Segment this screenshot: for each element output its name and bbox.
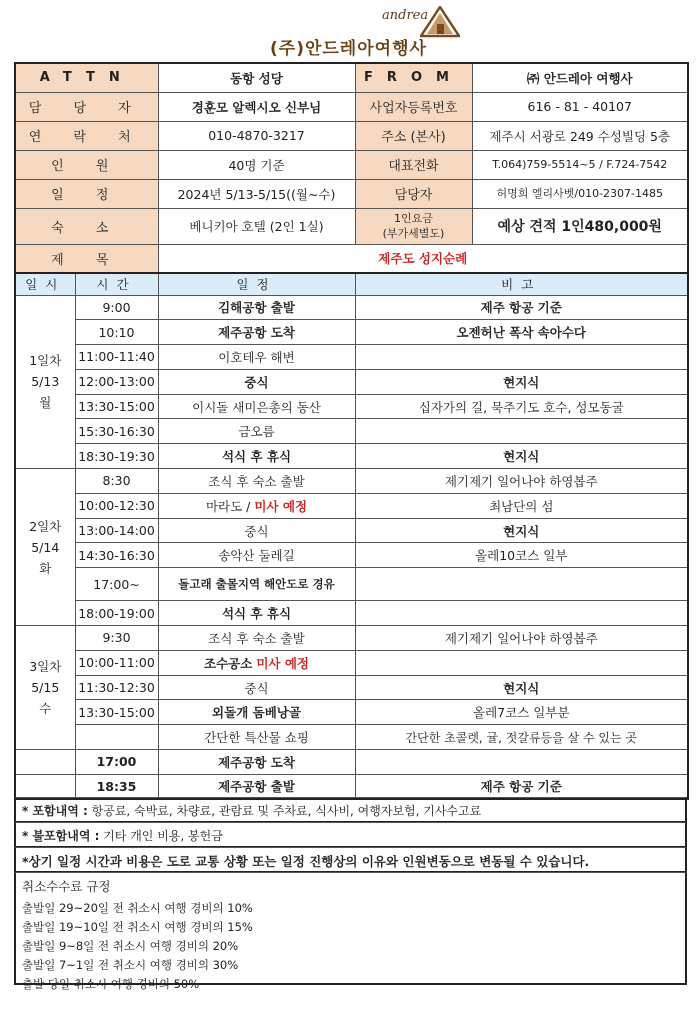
- day1-number: 1일차: [29, 353, 62, 369]
- table-row: [15, 650, 688, 675]
- time-cell: 17:00~: [75, 568, 158, 601]
- day3-weekday: 수: [39, 701, 52, 717]
- table-row: [15, 493, 688, 518]
- contact-label: 연 락 처: [15, 121, 158, 150]
- plan-cell: 간단한 특산물 쇼핑: [158, 725, 355, 750]
- note-cell: 제주 항공 기준: [355, 774, 688, 799]
- table-row: [15, 295, 688, 320]
- plan-cell: 석식 후 휴식: [158, 444, 355, 469]
- mass-scheduled-tag: 미사 예정: [254, 498, 308, 514]
- note-cell: 현지식: [355, 518, 688, 543]
- day3-date: 5/15: [31, 680, 60, 696]
- dates-label: 일 정: [15, 179, 158, 208]
- time-cell: 13:00-14:00: [75, 518, 158, 543]
- table-row: [15, 469, 688, 494]
- mass-scheduled-tag: 미사 예정: [256, 655, 309, 671]
- plan-cell: 중식: [158, 369, 355, 394]
- time-cell: 17:00: [75, 750, 158, 775]
- cancellation-rule: 출발일 7~1일 전 취소시 여행 경비의 30%: [22, 958, 239, 972]
- fee-label-line2: (부가세별도): [382, 227, 445, 240]
- time-cell: 15:30-16:30: [75, 419, 158, 444]
- note-cell: 십자가의 길, 묵주기도 호수, 성모동굴: [355, 394, 688, 419]
- plan-cell: 조식 후 숙소 출발: [158, 469, 355, 494]
- excluded-label: * 불포함내역 :: [22, 829, 100, 843]
- staff-value: 허명희 엘리사벳/010-2307-1485: [472, 179, 688, 208]
- plan-cell: 이호테우 해변: [158, 345, 355, 370]
- note-cell: 제기제기 일어나야 하영봅주: [355, 469, 688, 494]
- from-value: ㈜ 안드레아 여행사: [472, 63, 688, 92]
- company-logo: [270, 6, 510, 58]
- people-label: 인 원: [15, 150, 158, 179]
- fee-label: [355, 208, 472, 244]
- time-cell: 9:00: [75, 295, 158, 320]
- empty-day-cell: [15, 774, 75, 799]
- time-cell: 11:00-11:40: [75, 345, 158, 370]
- note-cell: 간단한 초콜렛, 귤, 젓갈류등을 살 수 있는 곳: [355, 725, 688, 750]
- time-cell: 9:30: [75, 626, 158, 651]
- col-note-header: 비고: [355, 273, 688, 295]
- note-cell: [355, 650, 688, 675]
- table-row: [15, 518, 688, 543]
- plan-cell: 조식 후 숙소 출발: [158, 626, 355, 651]
- table-row: [15, 601, 688, 626]
- plan-cell: 제주공항 출발: [158, 774, 355, 799]
- note-cell: 오젠허난 폭삭 속아수다: [355, 320, 688, 345]
- plan-cell: 금오름: [158, 419, 355, 444]
- fee-value: 예상 견적 1인480,000원: [472, 208, 688, 244]
- time-cell: 10:00-12:30: [75, 493, 158, 518]
- table-row: [15, 700, 688, 725]
- table-row: [15, 725, 688, 750]
- cancellation-title: 취소수수료 규정: [22, 879, 111, 894]
- plan-cell: 외돌개 돔베낭골: [158, 700, 355, 725]
- plan-text: 마라도 /: [205, 498, 251, 514]
- title-label: 제 목: [15, 244, 158, 273]
- table-row: [15, 774, 688, 799]
- day3-cell: [15, 626, 75, 750]
- note-cell: 올레10코스 일부: [355, 543, 688, 568]
- dates-value: 2024년 5/13-5/15((월~수): [158, 179, 355, 208]
- included-items: [14, 797, 687, 823]
- hotel-label: 숙 소: [15, 208, 158, 244]
- day3-number: 3일차: [29, 659, 62, 675]
- plan-cell: 제주공항 도착: [158, 750, 355, 775]
- note-cell: 올레7코스 일부분: [355, 700, 688, 725]
- disclaimer: *상기 일정 시간과 비용은 도로 교통 상황 또는 일정 진행상의 이유와 인원변동으로 변동될 수 있습니다.: [14, 847, 687, 873]
- table-row: [15, 750, 688, 775]
- attn-label: ATTN: [15, 63, 158, 92]
- plan-cell: 이시돌 새미은총의 동산: [158, 394, 355, 419]
- fee-label-line1: 1인요금: [394, 212, 433, 225]
- time-cell: 13:30-15:00: [75, 700, 158, 725]
- plan-text: 조수공소: [204, 655, 253, 671]
- time-cell: 10:00-11:00: [75, 650, 158, 675]
- manager-value: 경훈모 알렉시오 신부님: [158, 92, 355, 121]
- plan-cell: 돌고래 출몰지역 해안도로 경유: [158, 568, 355, 601]
- time-cell: 13:30-15:00: [75, 394, 158, 419]
- plan-cell: 제주공항 도착: [158, 320, 355, 345]
- time-cell: 12:00-13:00: [75, 369, 158, 394]
- cancellation-rule: 출발 당일 취소시 여행 경비의 50%: [22, 977, 200, 991]
- title-value: 제주도 성지순례: [158, 244, 688, 273]
- note-cell: [355, 601, 688, 626]
- day2-date: 5/14: [31, 539, 60, 555]
- cancellation-rule: 출발일 29~20일 전 취소시 여행 경비의 10%: [22, 901, 253, 915]
- quote-header-table: [14, 62, 689, 274]
- table-row: [15, 394, 688, 419]
- attn-value: 동항 성당: [158, 63, 355, 92]
- included-label: * 포함내역 :: [22, 804, 88, 818]
- time-cell: 14:30-16:30: [75, 543, 158, 568]
- address-label: 주소 (본사): [355, 121, 472, 150]
- time-cell: 11:30-12:30: [75, 675, 158, 700]
- table-row: [15, 369, 688, 394]
- table-row: [15, 626, 688, 651]
- time-cell: 10:10: [75, 320, 158, 345]
- note-cell: 제기제기 일어나야 하영봅주: [355, 626, 688, 651]
- day2-weekday: 화: [39, 560, 52, 576]
- day1-cell: [15, 295, 75, 469]
- plan-cell: 석식 후 휴식: [158, 601, 355, 626]
- day2-number: 2일차: [29, 518, 62, 534]
- col-day-header: 일시: [15, 273, 75, 295]
- included-value: 항공료, 숙박료, 차량료, 관람료 및 주차료, 식사비, 여행자보험, 기사수고료: [91, 804, 482, 818]
- note-cell: 현지식: [355, 369, 688, 394]
- day1-weekday: 월: [39, 395, 52, 411]
- note-cell: [355, 750, 688, 775]
- biz-number-label: 사업자등록번호: [355, 92, 472, 121]
- time-cell: 18:30-19:30: [75, 444, 158, 469]
- cancellation-rule: 출발일 19~10일 전 취소시 여행 경비의 15%: [22, 920, 253, 934]
- table-row: [15, 444, 688, 469]
- col-plan-header: 일정: [158, 273, 355, 295]
- phone-label: 대표전화: [355, 150, 472, 179]
- biz-number-value: 616 - 81 - 40107: [472, 92, 688, 121]
- note-cell: 현지식: [355, 675, 688, 700]
- table-row: [15, 320, 688, 345]
- day1-date: 5/13: [31, 374, 60, 390]
- note-cell: 제주 항공 기준: [355, 295, 688, 320]
- time-cell: 8:30: [75, 469, 158, 494]
- cancellation-rule: 출발일 9~8일 전 취소시 여행 경비의 20%: [22, 939, 239, 953]
- company-name: (주)안드레아여행사: [270, 39, 427, 59]
- logo-script: andrea: [382, 8, 429, 23]
- table-row: [15, 419, 688, 444]
- excluded-items: [14, 822, 687, 848]
- phone-value: T.064)759-5514~5 / F.724-7542: [472, 150, 688, 179]
- empty-day-cell: [15, 750, 75, 775]
- table-row: [15, 345, 688, 370]
- contact-value: 010-4870-3217: [158, 121, 355, 150]
- plan-cell: [158, 650, 355, 675]
- day2-cell: [15, 469, 75, 626]
- note-cell: 현지식: [355, 444, 688, 469]
- cancellation-policy: [14, 872, 687, 991]
- plan-cell: 김해공항 출발: [158, 295, 355, 320]
- excluded-value: 기타 개인 비용, 봉헌금: [103, 829, 223, 843]
- people-value: 40명 기준: [158, 150, 355, 179]
- manager-label: 담 당 자: [15, 92, 158, 121]
- plan-cell: [158, 493, 355, 518]
- address-value: 제주시 서광로 249 수성빌딩 5층: [472, 121, 688, 150]
- table-row: [15, 675, 688, 700]
- time-cell: [75, 725, 158, 750]
- table-row: [15, 543, 688, 568]
- col-time-header: 시간: [75, 273, 158, 295]
- table-row: [15, 568, 688, 601]
- note-cell: [355, 419, 688, 444]
- note-cell: [355, 568, 688, 601]
- from-label: FROM: [355, 63, 472, 92]
- note-cell: [355, 345, 688, 370]
- plan-cell: 중식: [158, 518, 355, 543]
- hotel-value: 베니키아 호텔 (2인 1실): [158, 208, 355, 244]
- time-cell: 18:35: [75, 774, 158, 799]
- plan-cell: 중식: [158, 675, 355, 700]
- staff-label: 담당자: [355, 179, 472, 208]
- note-cell: 최남단의 섬: [355, 493, 688, 518]
- plan-cell: 송악산 둘레길: [158, 543, 355, 568]
- time-cell: 18:00-19:00: [75, 601, 158, 626]
- schedule-table: [14, 272, 689, 800]
